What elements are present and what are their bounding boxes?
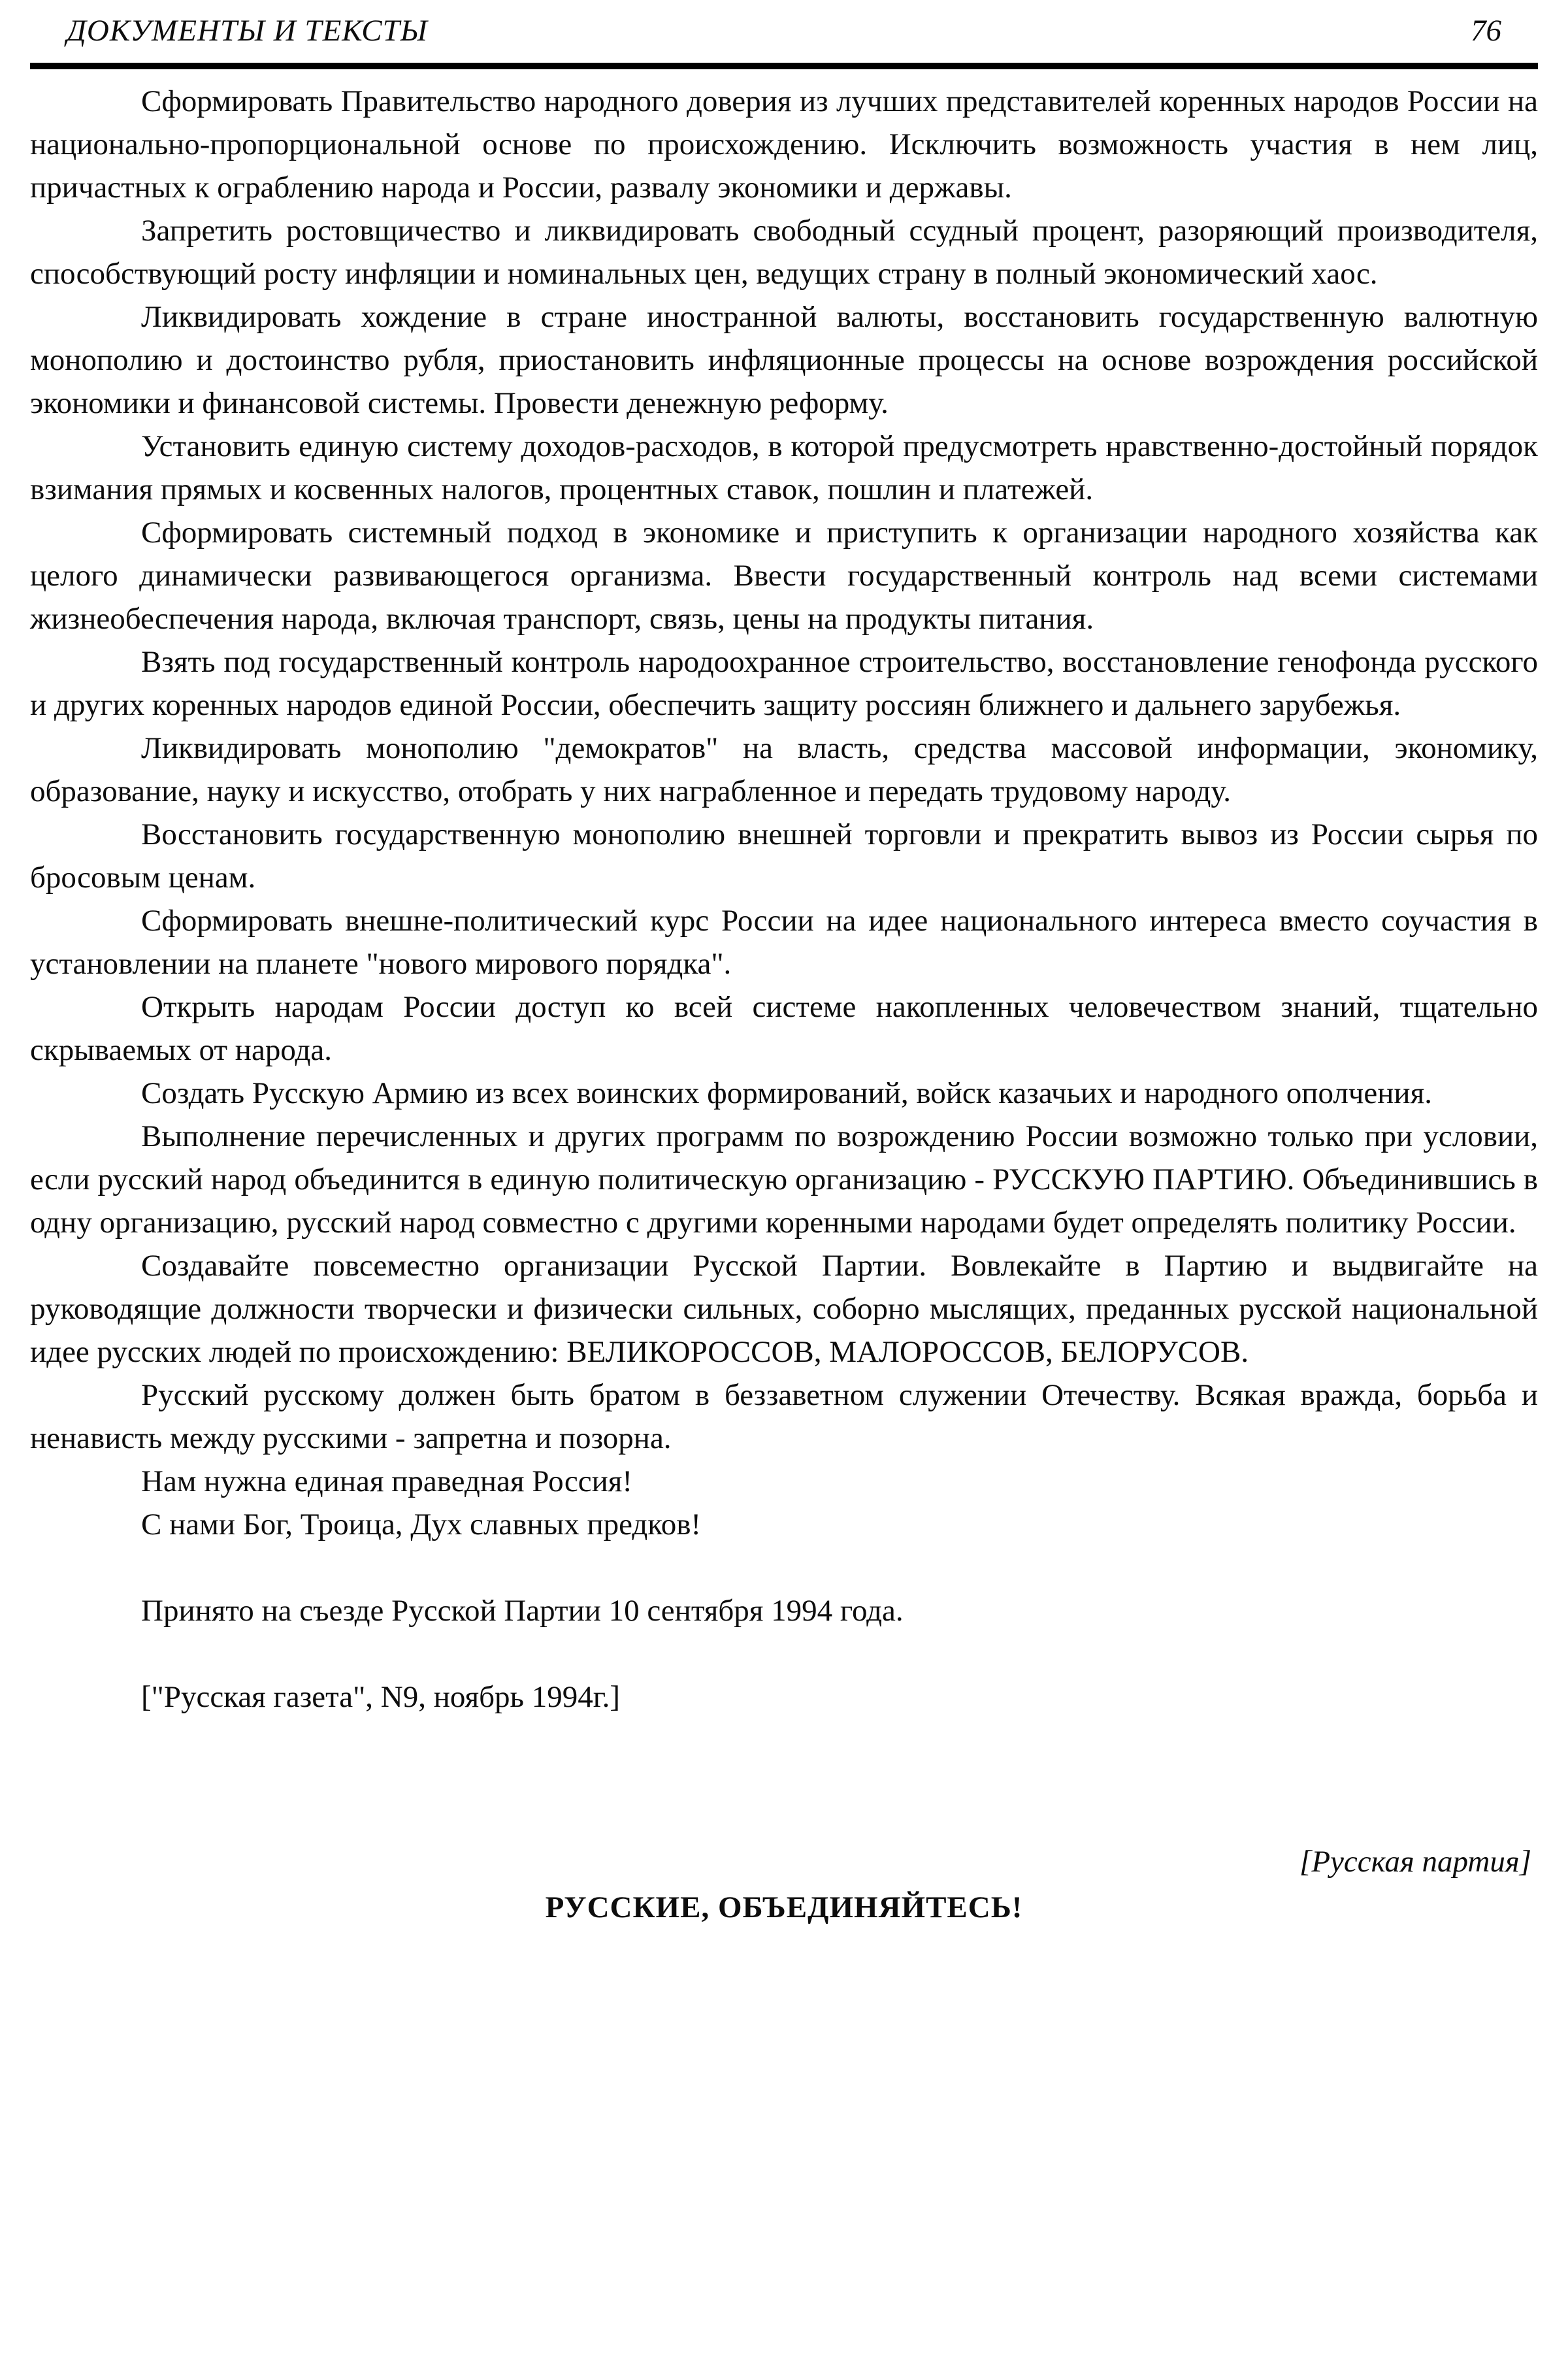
adoption-line: Принято на съезде Русской Партии 10 сентября 1994 года. [141, 1594, 904, 1628]
paragraph: С нами Бог, Троица, Дух славных предков! [141, 1508, 702, 1541]
paragraph: Нам нужна единая праведная Россия! [141, 1464, 632, 1498]
paragraph: Установить единую систему доходов-расходов, в которой предусмотреть нравственно-достойный порядок взимания прямых и косвенных налогов, процентных ставок, пошлин и платежей. [30, 429, 1538, 506]
page-number: 76 [1471, 14, 1501, 48]
paragraph: Сформировать Правительство народного доверия из лучших представителей коренных народов России на национально-пропорциональной основе по происхождению. Исключить возможность участия в нем лиц, причастных к ограблению народа и России, развалу экономики и державы. [30, 84, 1538, 205]
paragraph: Сформировать системный подход в экономике и приступить к организации народного хозяйства как целого динамически развивающегося организма. Ввести государственный контроль над всеми системами жизнеобеспечения народа, включая транспорт, связь, цены на продукты питания. [30, 516, 1538, 636]
source-line: ["Русская газета", N9, ноябрь 1994г.] [141, 1680, 621, 1714]
paragraph: Сформировать внешне-политический курс России на идее национального интереса вместо соучастия в установлении на планете "нового мирового порядка". [30, 904, 1538, 981]
attribution-line: [Русская партия] [1299, 1845, 1531, 1879]
paragraph: Запретить ростовщичество и ликвидировать свободный ссудный процент, разоряющий производителя, способствующий росту инфляции и номинальных цен, ведущих страну в полный экономический хаос. [30, 214, 1538, 291]
paragraph: Ликвидировать монополию "демократов" на власть, средства массовой информации, экономику, образование, науку и искусство, отобрать у них награбленное и передать трудовому народу. [30, 731, 1538, 808]
paragraph: Восстановить государственную монополию внешней торговли и прекратить вывоз из России сырья по бросовым ценам. [30, 817, 1538, 895]
document-body [30, 80, 1538, 1546]
paragraph: Создать Русскую Армию из всех воинских формирований, войск казачьих и народного ополчения. [141, 1076, 1432, 1110]
paragraph: Русский русскому должен быть братом в беззаветном служении Отечеству. Всякая вражда, борьба и ненависть между русскими - запретна и позорна. [30, 1378, 1538, 1455]
paragraph: Ликвидировать хождение в стране иностранной валюты, восстановить государственную валютную монополию и достоинство рубля, приостановить инфляционные процессы на основе возрождения российской экономики и финансовой системы. Провести денежную реформу. [30, 300, 1538, 420]
page-header [30, 7, 1538, 59]
header-title: ДОКУМЕНТЫ И ТЕКСТЫ [67, 14, 428, 48]
paragraph: Взять под государственный контроль народоохранное строительство, восстановление генофонда русского и других коренных народов единой России, обеспечить защиту россиян ближнего и дальнего зарубежья. [30, 645, 1538, 722]
paragraph: Создавайте повсеместно организации Русской Партии. Вовлекайте в Партию и выдвигайте на руководящие должности творчески и физически сильных, соборно мыслящих, преданных русской национальной идее русских людей по происхождению: ВЕЛИКОРОССОВ, МАЛОРОССОВ, БЕЛОРУСОВ. [30, 1249, 1538, 1369]
paragraph: Открыть народам России доступ ко всей системе накопленных человечеством знаний, тщательно скрываемых от народа. [30, 990, 1538, 1067]
paragraph: Выполнение перечисленных и других программ по возрождению России возможно только при условии, если русский народ объединится в единую политическую организацию - РУССКУЮ ПАРТИЮ. Объединившись в одну организацию, русский народ совместно с другими коренными народами будет определять политику России. [30, 1119, 1538, 1240]
slogan-line: РУССКИЕ, ОБЪЕДИНЯЙТЕСЬ! [545, 1890, 1023, 1924]
header-rule [30, 63, 1538, 69]
